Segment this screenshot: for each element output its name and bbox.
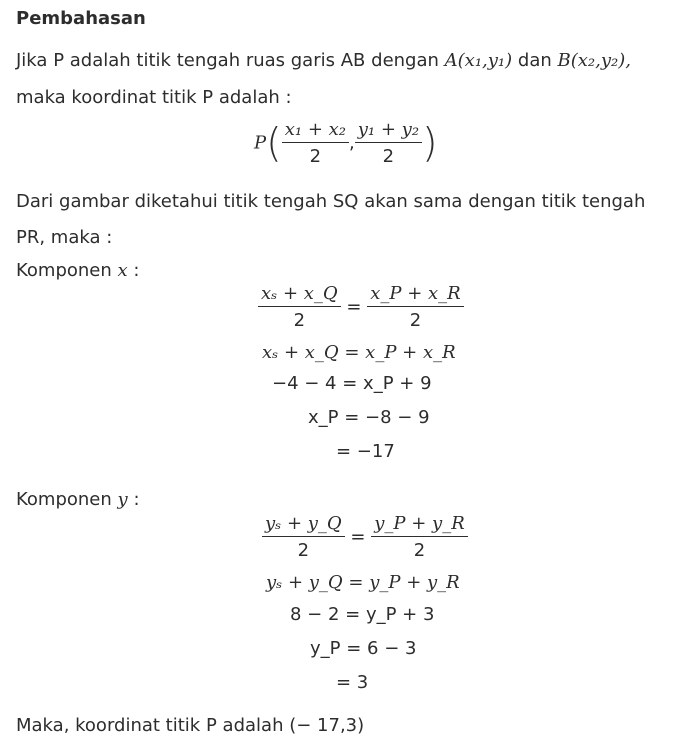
komponen-x-var: x: [117, 260, 128, 281]
x-frac-left-den: 2: [293, 310, 306, 331]
y-frac-right-num: y_P + y_R: [371, 512, 468, 537]
paragraph-line-2: PR, maka :: [16, 227, 113, 248]
intro-text: adalah titik tengah ruas garis: [69, 50, 335, 71]
y-step-3: y_P = 6 − 3: [310, 638, 417, 659]
x-fraction-equation: $\frac{\text{xₛ + x\_Q}}{2}$ = $\frac{x\_P + x\_R}{2}$: [258, 282, 464, 333]
x-step-4: = −17: [336, 441, 395, 462]
intro-line-2: [16, 86, 292, 110]
y-frac-left-num: yₛ + y_Q: [262, 512, 345, 537]
komponen-x-colon: :: [133, 260, 140, 281]
formula-frac-x: [282, 118, 349, 169]
y-step-4: = 3: [336, 672, 369, 693]
formula-p: P: [254, 132, 267, 154]
intro-adalah: adalah :: [218, 87, 292, 108]
x-frac-right-den: 2: [409, 310, 422, 331]
x-step-1: xₛ + x_Q = x_P + x_R: [262, 342, 456, 363]
formula-num-x: x₁ + x₂: [282, 118, 349, 143]
conclusion-line: [16, 714, 364, 738]
formula-den-x: 2: [309, 146, 322, 167]
conclusion-value: (− 17,3): [289, 715, 365, 736]
x-frac-left: [258, 282, 341, 333]
formula-close-paren: ): [422, 120, 438, 167]
y-fraction-equation: $\frac{\text{yₛ + y\_Q}}{2}$ = $\frac{y\_P + y\_R}{2}$: [262, 512, 468, 563]
y-step-1: yₛ + y_Q = y_P + y_R: [266, 572, 460, 593]
intro-dengan: dengan: [371, 50, 439, 71]
komponen-y-label: [16, 488, 140, 512]
x-step-3: x_P = −8 − 9: [308, 407, 430, 428]
y-frac-right: [371, 512, 468, 563]
intro-dan: dan: [517, 50, 552, 71]
intro-jika: Jika: [16, 50, 48, 71]
intro-segment-ab: AB: [340, 50, 366, 71]
komponen-y-text: Komponen: [16, 489, 112, 510]
midpoint-formula: [254, 118, 438, 169]
conclusion-adalah: adalah: [222, 715, 284, 736]
x-frac-left-num: xₛ + x_Q: [258, 282, 341, 307]
komponen-x-text: Komponen: [16, 260, 112, 281]
y-frac-right-den: 2: [413, 540, 426, 561]
komponen-x-label: [16, 259, 140, 283]
y-frac-left-den: 2: [297, 540, 310, 561]
conclusion-point-p: P: [205, 715, 217, 736]
intro-line2-text: maka koordinat titik: [16, 87, 197, 108]
conclusion-text: Maka, koordinat titik: [16, 715, 201, 736]
intro-point-p2: P: [202, 87, 214, 108]
komponen-y-colon: :: [133, 489, 140, 510]
formula-frac-y: [355, 118, 422, 169]
x-frac-right-num: x_P + x_R: [367, 282, 464, 307]
intro-point-p: P: [53, 50, 65, 71]
formula-open-paren: (: [266, 120, 282, 167]
point-a-coordinates: A(x₁,y₁): [444, 50, 513, 71]
formula-num-y: y₁ + y₂: [355, 118, 422, 143]
section-heading: Pembahasan: [16, 8, 146, 29]
formula-comma: ,: [349, 132, 355, 154]
x-frac-right: [367, 282, 464, 333]
formula-den-y: 2: [382, 146, 395, 167]
x-step-2: −4 − 4 = x_P + 9: [272, 373, 432, 394]
y-step-2: 8 − 2 = y_P + 3: [290, 604, 435, 625]
paragraph-line-1: Dari gambar diketahui titik tengah SQ akan sama dengan titik tengah: [16, 191, 646, 212]
y-frac-left: [262, 512, 345, 563]
intro-line-1: [16, 49, 631, 73]
komponen-y-var: y: [117, 489, 128, 510]
point-b-coordinates: B(x₂,y₂),: [557, 50, 631, 71]
